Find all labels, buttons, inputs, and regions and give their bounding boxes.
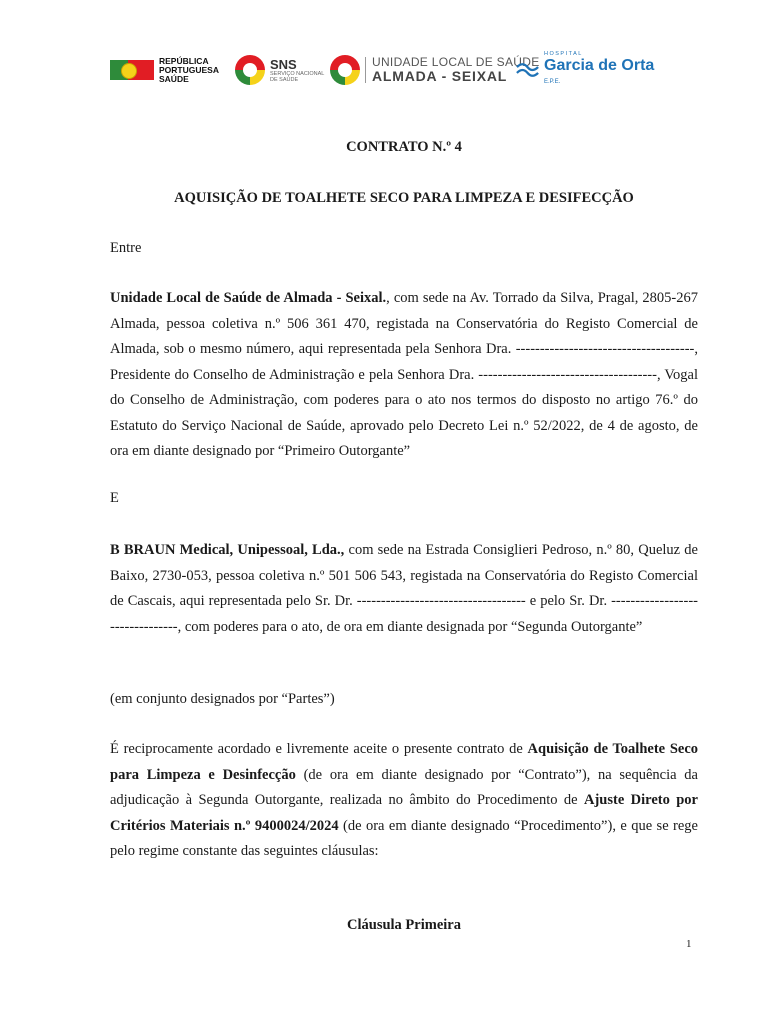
uls-almada-seixal-logo	[330, 52, 540, 88]
agreement-text: (de ora em diante designado por “Contrato”), na sequência da adjudicação à Segunda Outorgante, realizada no âmbito do Procedimento de	[110, 766, 698, 808]
agreement-text: (de ora em diante designado “Procedimento”), e que se rege pelo regime constante das seguintes cláusulas:	[110, 817, 698, 859]
sns-logo	[235, 52, 324, 88]
hospital-garcia-de-orta-logo	[515, 52, 670, 88]
sns-emblem-icon	[235, 55, 265, 85]
header-logos	[110, 52, 670, 88]
contract-subject-title: AQUISIÇÃO DE TOALHETE SECO PARA LIMPEZA E DESIFECÇÃO	[174, 190, 634, 206]
logo-divider	[365, 57, 366, 83]
logo-uls-line1: UNIDADE LOCAL DE SAÚDE	[372, 55, 540, 69]
logo-sns-sub: DE SAÚDE	[270, 76, 299, 83]
agreement-text: É reciprocamente acordado e livremente aceite o presente contrato de	[110, 741, 528, 757]
partes-note: (em conjunto designados por “Partes”)	[110, 691, 335, 707]
logo-rp-line: PORTUGUESA	[159, 64, 219, 75]
e-label: E	[110, 490, 119, 506]
uls-emblem-icon	[330, 55, 360, 85]
party2-paragraph	[110, 538, 698, 640]
logo-sns-sub: SERVIÇO NACIONAL	[270, 70, 325, 77]
wave-icon	[515, 59, 540, 81]
logo-rp-line: SAÚDE	[159, 73, 189, 84]
republica-portuguesa-logo	[110, 52, 219, 88]
contract-number: CONTRATO N.º 4	[346, 139, 462, 155]
logo-hgo-top: HOSPITAL	[544, 50, 583, 57]
party1-paragraph	[110, 286, 698, 465]
agreement-paragraph	[110, 737, 698, 865]
page-number: 1	[686, 938, 692, 950]
entre-label: Entre	[110, 240, 142, 256]
portugal-flag-icon	[110, 60, 154, 80]
logo-hgo-suffix: E.P.E.	[544, 78, 561, 85]
logo-hgo-name: Garcia de Orta	[544, 56, 655, 74]
party2-name: B BRAUN Medical, Unipessoal, Lda.,	[110, 542, 345, 558]
agreement-bold: Aquisição de Toalhete Seco para Limpeza e Desinfecção	[110, 741, 698, 783]
party1-name: Unidade Local de Saúde de Almada - Seixal.	[110, 290, 387, 306]
party2-text: com sede na Estrada Consiglieri Pedroso, n.º 80, Queluz de Baixo, 2730-053, pessoa coletiva n.º 501 506 543, registada na Conservatória do Registo Comercial de Cascais, aqui representada pelo Sr. Dr. ----------------------------------- e pelo Sr. Dr. --------------------------------, com poderes para o ato, de ora em diante designada por “Segunda Outorgante”	[110, 542, 698, 635]
party1-text: , com sede na Av. Torrado da Silva, Pragal, 2805-267 Almada, pessoa coletiva n.º 506 361 470, registada na Conservatória do Registo Comercial de Almada, sob o mesmo número, aqui representada pela Senhora Dra. -------------------------------------, Presidente do Conselho de Administração e pela Senhora Dra. -------------------------------------, Vogal do Conselho de Administração, com poderes para o ato nos termos do disposto no artigo 76.º do Estatuto do Serviço Nacional de Saúde, aprovado pelo Decreto Lei n.º 52/2022, de 4 de agosto, de ora em diante designado por “Primeiro Outorgante”	[110, 290, 698, 459]
clause-heading: Cláusula Primeira	[347, 917, 461, 933]
logo-uls-line2: ALMADA - SEIXAL	[372, 68, 508, 84]
logo-sns-title: SNS	[270, 56, 297, 72]
logo-rp-line: REPÚBLICA	[159, 55, 209, 66]
agreement-bold: Ajuste Direto por Critérios Materiais n.º 9400024/2024	[110, 792, 698, 834]
